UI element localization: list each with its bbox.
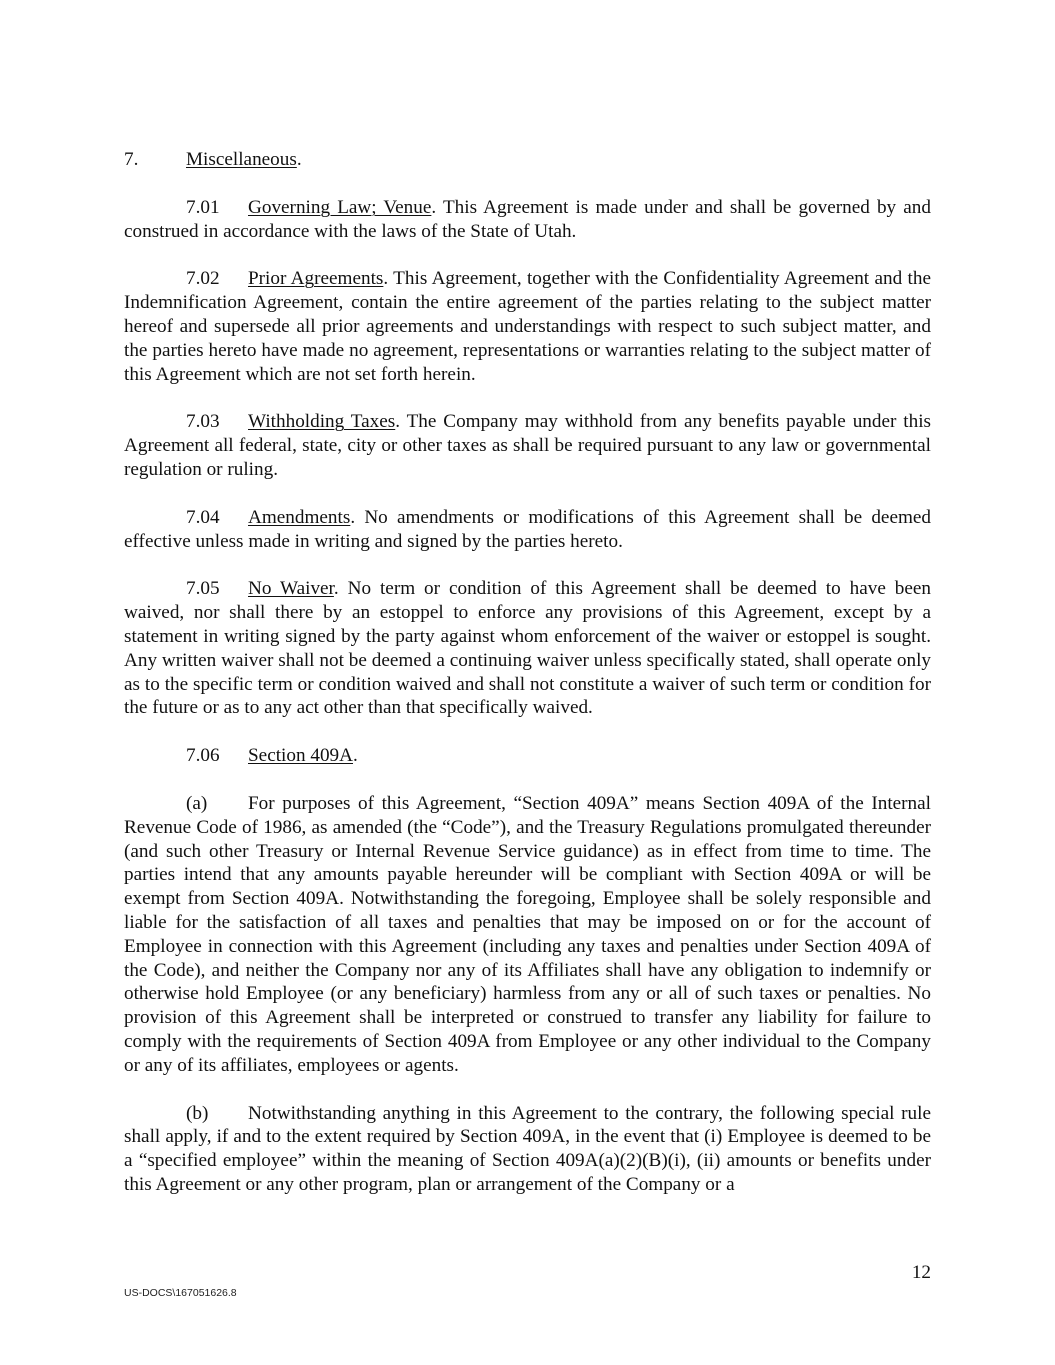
paragraph-text: . This Agreement, together with the Confidentiality Agreement and the Indemnification Agreement, contain the entire agreement of the parties relating to the subject matter hereof and supersede all prior agreements and understandings with respect to such subject matter, and the parties hereto have made no agreement, representations or warranties relating to the subject matter of this Agreement which are not set forth herein. [124,268,931,385]
subparagraph-label: (b) [186,1102,209,1124]
paragraph-text: . The Company may withhold from any benefits payable under this Agreement all federal, state, city or other taxes as shall be required pursuant to any law or governmental regulation or ruling. [124,411,931,480]
paragraph-7-04 [124,506,931,554]
paragraph-text: . No term or condition of this Agreement shall be deemed to have been waived, nor shall there by an estoppel to enforce any provisions of this Agreement, except by a statement in writing signed by the party against whom enforcement of the waiver or estoppel is sought. Any written waiver shall not be deemed a continuing waiver unless specifically stated, shall operate only as to the specific term or condition waived and shall not constitute a waiver of such term or condition for the future or as to any act other than that specifically waived. [124,578,931,719]
subparagraph-text: For purposes of this Agreement, “Section 409A” means Section 409A of the Internal Revenue Code of 1986, as amended (the “Code”), and the Treasury Regulations promulgated thereunder (and such other Treasury or Internal Revenue Service guidance) as in effect from time to time. The parties intend that any amounts payable hereunder will be compliant with Section 409A or will be exempt from Section 409A. Notwithstanding the foregoing, Employee shall be solely responsible and liable for the satisfaction of all taxes and penalties that may be imposed on or for the account of Employee in connection with this Agreement (including any taxes and penalties under Section 409A of the Code), and neither the Company nor any of its Affiliates shall have any obligation to indemnify or otherwise hold Employee (or any beneficiary) harmless from any or all of such taxes or penalties. No provision of this Agreement shall be interpreted or construed to transfer any liability for failure to comply with the requirements of Section 409A from Employee or any other individual to the Company or any of its affiliates, employees or agents. [124,792,931,1076]
paragraph-number: 7.03 [186,411,220,433]
paragraph-title: Withholding Taxes [248,411,396,433]
paragraph-number: 7.05 [186,578,220,600]
section-heading [124,148,931,172]
section-title-period: . [296,149,302,170]
paragraph-text: . This Agreement is made under and shall be governed by and construed in accordance with the laws of the State of Utah. [124,196,931,242]
subparagraph-text: Notwithstanding anything in this Agreement to the contrary, the following special rule shall apply, if and to the extent required by Section 409A, in the event that (i) Employee is deemed to be a “specified employee” within the meaning of Section 409A(a)(2)(B)(i), (ii) amounts or benefits under this Agreement or any other program, plan or arrangement of the Company or a [124,1102,931,1195]
section-number: 7. [124,149,139,170]
paragraph-title: Amendments [248,506,351,528]
paragraph-title: Governing Law; Venue [248,196,432,218]
paragraph-title: Prior Agreements [248,268,384,290]
page-number: 12 [911,1262,931,1283]
paragraph-title: Section 409A [248,745,353,767]
paragraph-7-02 [124,267,931,386]
paragraph-number: 7.01 [186,196,220,218]
paragraph-7-01 [124,196,931,244]
subparagraph-label: (a) [186,792,208,814]
paragraph-7-03 [124,410,931,481]
paragraph-text: . [353,745,358,767]
paragraph-7-06 [124,744,931,768]
paragraph-text: . No amendments or modifications of this Agreement shall be deemed effective unless made in writing and signed by the parties hereto. [124,506,931,552]
paragraph-title: No Waiver [248,578,334,600]
paragraph-number: 7.02 [186,268,220,290]
paragraph-number: 7.06 [186,745,220,767]
subparagraph-a [124,792,931,1078]
paragraph-number: 7.04 [186,506,220,528]
subparagraph-b [124,1102,931,1197]
paragraph-7-05 [124,577,931,720]
section-title: Miscellaneous [186,149,297,170]
document-id: US-DOCS\167051626.8 [124,1287,237,1299]
document-body [124,148,931,1221]
